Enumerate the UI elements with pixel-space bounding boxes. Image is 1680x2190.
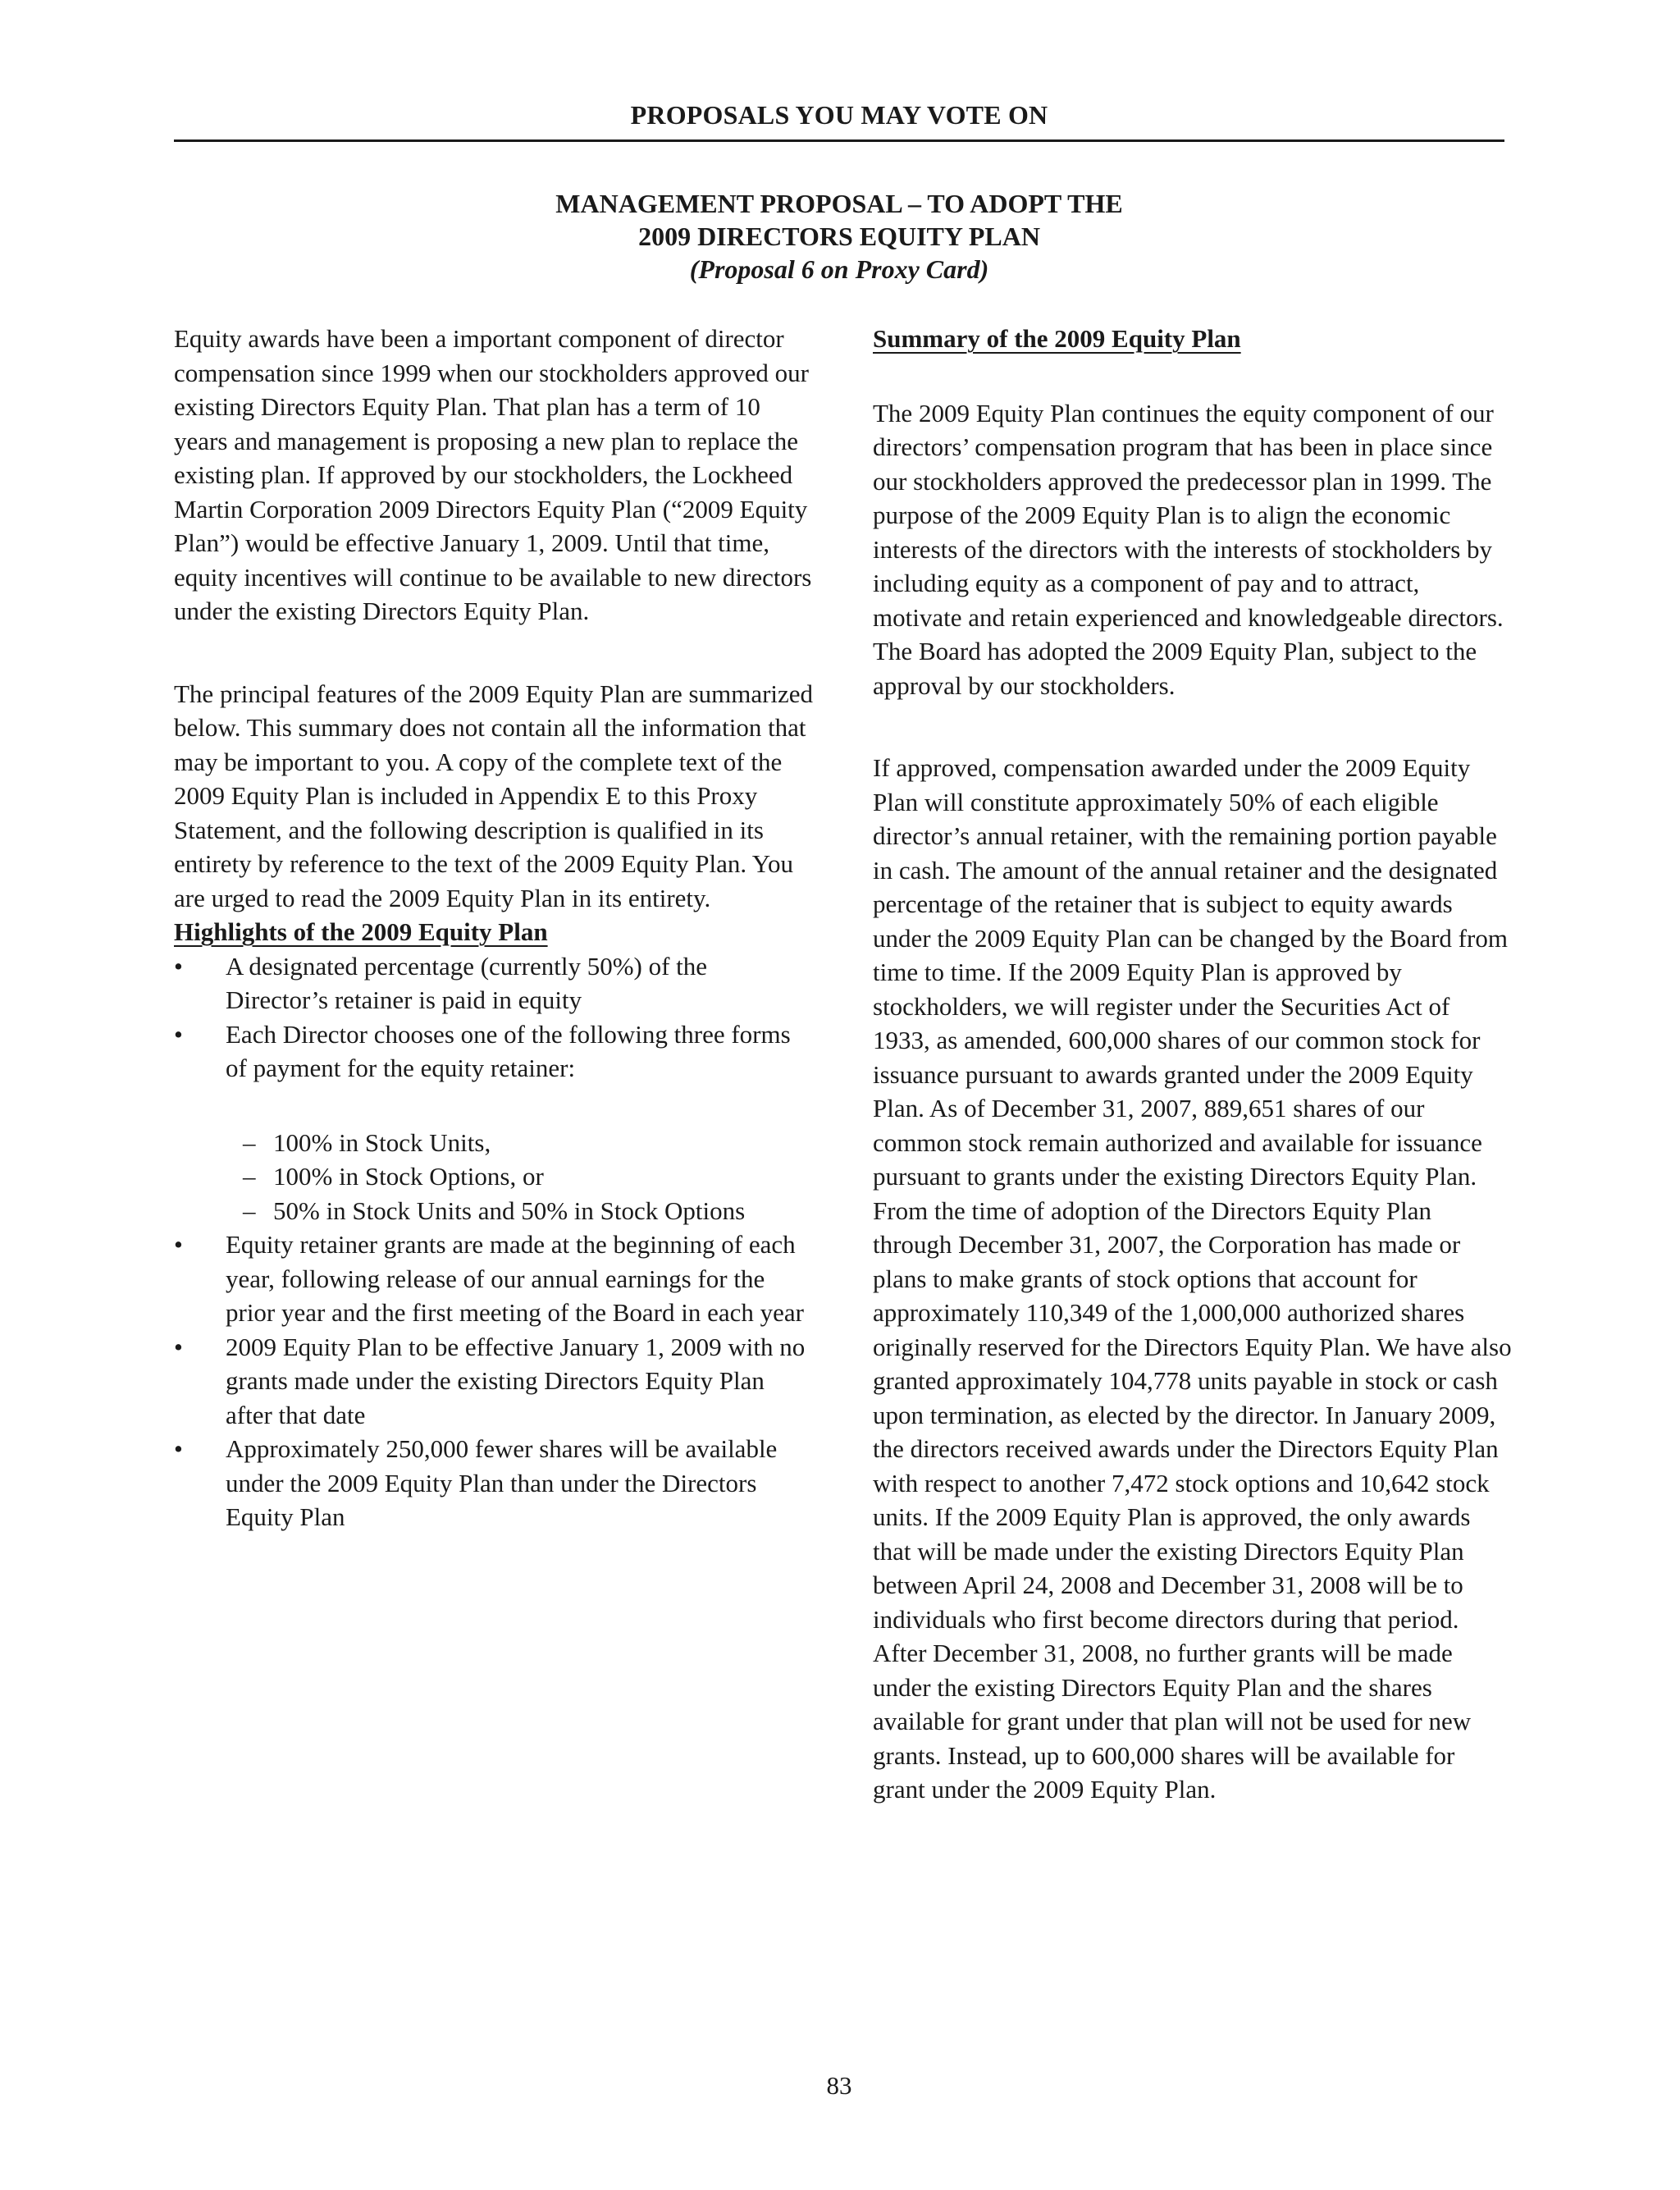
payment-options-list	[174, 1126, 814, 1228]
payment-option	[243, 1194, 814, 1228]
summary-heading-text: Summary of the 2009 Equity Plan	[873, 324, 1241, 353]
page-section-title: PROPOSALS YOU MAY VOTE ON	[630, 100, 1048, 130]
highlight-item	[174, 949, 814, 1017]
highlight-item	[174, 1017, 814, 1086]
payment-option	[243, 1159, 814, 1194]
proposal-title-line-2: 2009 DIRECTORS EQUITY PLAN	[638, 222, 1040, 251]
highlight-item	[174, 1330, 814, 1433]
bullet-symbol: •	[174, 1434, 183, 1463]
dash-symbol: –	[243, 1127, 256, 1157]
page-number: 83	[826, 2071, 852, 2100]
proposal-title-line-1: MANAGEMENT PROPOSAL – TO ADOPT THE	[555, 189, 1123, 218]
payment-option-text: 100% in Stock Units,	[273, 1127, 491, 1157]
highlight-item-text: Approximately 250,000 fewer shares will be available under the 2009 Equity Plan than under the Directors Equity Plan	[226, 1434, 778, 1531]
dash-symbol: –	[243, 1162, 256, 1191]
intro-paragraph: Equity awards have been a important component of director compensation since 1999 when our stockholders approved our existing Directors Equity Plan. That plan has a term of 10 years and management is proposing a new plan to replace the existing plan. If approved by our stockholders, the Lockheed Martin Corporation 2009 Directors Equity Plan (“2009 Equity Plan”) would be effective January 1, 2009. Until that time, equity incentives will continue to be available to new directors under the existing Directors Equity Plan.	[174, 324, 812, 625]
highlight-item	[174, 1432, 814, 1534]
header-rule	[174, 139, 1504, 142]
highlight-item-text: Equity retainer grants are made at the beginning of each year, following release of our annual earnings for the prior year and the first meeting of the Board in each year	[226, 1230, 804, 1327]
bullet-symbol: •	[174, 1230, 183, 1259]
proposal-title-block	[174, 187, 1504, 286]
highlight-item-text: 2009 Equity Plan to be effective January 1, 2009 with no grants made under the existing Directors Equity Plan after that date	[226, 1332, 806, 1429]
proposal-subtitle: (Proposal 6 on Proxy Card)	[689, 254, 989, 284]
bullet-symbol: •	[174, 1019, 183, 1049]
features-paragraph: The principal features of the 2009 Equity Plan are summarized below. This summary does not contain all the information that may be important to you. A copy of the complete text of the 2009 Equity Plan is included in Appendix E to this Proxy Statement, and the following description is qualified in its entirety by reference to the text of the 2009 Equity Plan. You are urged to read the 2009 Equity Plan in its entirety.	[174, 679, 814, 912]
payment-option-text: 50% in Stock Units and 50% in Stock Options	[273, 1196, 746, 1225]
bullet-symbol: •	[174, 1332, 183, 1361]
payment-option-text: 100% in Stock Options, or	[273, 1162, 544, 1191]
summary-paragraph-2: If approved, compensation awarded under the 2009 Equity Plan will constitute approximately 50% of each eligible director’s annual retainer, with the remaining portion payable in cash. The amount of the annual retainer and the designated percentage of the retainer that is subject to equity awards under the 2009 Equity Plan can be changed by the Board from time to time. If the 2009 Equity Plan is approved by stockholders, we will register under the Securities Act of 1933, as amended, 600,000 shares of our common stock for issuance pursuant to awards granted under the 2009 Equity Plan. As of December 31, 2007, 889,651 shares of our common stock remain authorized and available for issuance pursuant to grants under the existing Directors Equity Plan. From the time of adoption of the Directors Equity Plan through December 31, 2007, the Corporation has made or plans to make grants of stock options that account for approximately 110,349 of the 1,000,000 authorized shares originally reserved for the Directors Equity Plan. We have also granted approximately 104,778 units payable in stock or cash upon termination, as elected by the director. In January 2009, the directors received awards under the Directors Equity Plan with respect to another 7,472 stock options and 10,642 stock units. If the 2009 Equity Plan is approved, the only awards that will be made under the existing Directors Equity Plan between April 24, 2008 and December 31, 2008 will be to individuals who first become directors during that period. After December 31, 2008, no further grants will be made under the existing Directors Equity Plan and the shares available for grant under that plan will not be used for new grants. Instead, up to 600,000 shares will be available for grant under the 2009 Equity Plan.	[873, 753, 1512, 1804]
summary-heading	[873, 322, 1513, 356]
highlights-heading-text: Highlights of the 2009 Equity Plan	[174, 917, 548, 946]
left-column	[174, 322, 814, 1534]
dash-symbol: –	[243, 1196, 256, 1225]
bullet-symbol: •	[174, 951, 183, 981]
summary-paragraph-1: The 2009 Equity Plan continues the equity component of our directors’ compensation program that has been in place since our stockholders approved the predecessor plan in 1999. The purpose of the 2009 Equity Plan is to align the economic interests of the directors with the interests of stockholders by including equity as a component of pay and to attract, motivate and retain experienced and knowledgeable directors. The Board has adopted the 2009 Equity Plan, subject to the approval by our stockholders.	[873, 398, 1504, 700]
right-column	[873, 322, 1513, 1807]
payment-option	[243, 1126, 814, 1160]
highlight-item	[174, 1228, 814, 1330]
highlights-heading	[174, 915, 814, 949]
highlight-item-text: A designated percentage (currently 50%) of the Director’s retainer is paid in equity	[226, 951, 708, 1014]
highlight-item-text: Each Director chooses one of the following three forms of payment for the equity retainer:	[226, 1019, 791, 1082]
